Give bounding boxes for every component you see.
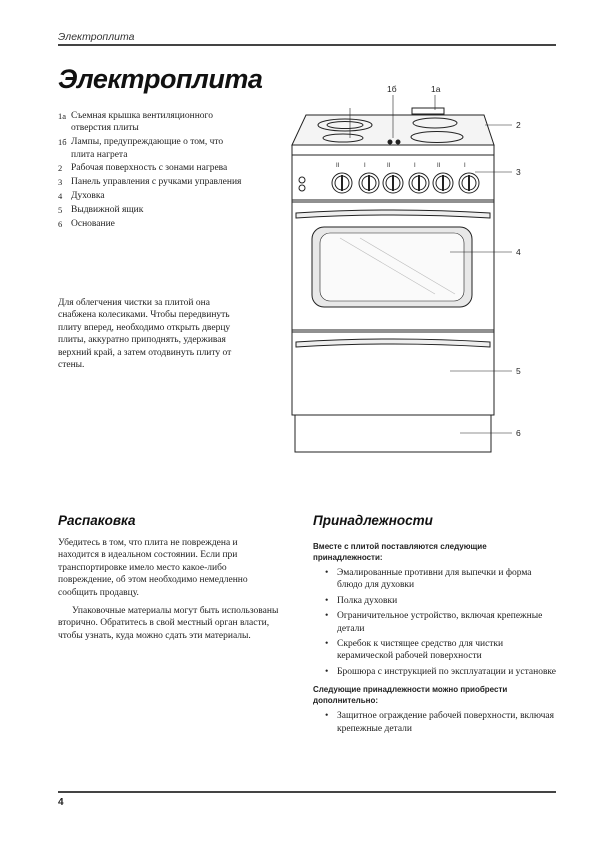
accessories-section xyxy=(313,541,557,741)
legend-text: Съемная крышка вентиляционного отверстия плиты xyxy=(71,111,213,134)
legend-item xyxy=(58,190,248,202)
knob xyxy=(433,173,453,193)
running-header: Электроплита xyxy=(58,31,135,43)
legend-item xyxy=(58,162,248,174)
legend-item xyxy=(58,136,248,161)
warning-lamp xyxy=(396,140,400,144)
stove-base xyxy=(295,415,491,452)
list-item: • Полка духовки xyxy=(313,595,557,607)
callout-1b: 1б xyxy=(387,84,397,94)
callout-1a: 1a xyxy=(431,84,441,94)
warning-lamp xyxy=(388,140,392,144)
callout-5: 5 xyxy=(516,366,521,376)
list-item: • Эмалированные противни для выпечки и форма блюдо для духовки xyxy=(313,567,557,592)
legend-text: Основание xyxy=(71,218,115,229)
knob-label: I xyxy=(414,163,416,169)
bottom-rule xyxy=(58,791,556,793)
legend-number: 1б xyxy=(58,137,67,148)
callout-3: 3 xyxy=(516,167,521,177)
legend-text: Рабочая поверхность с зонами нагрева xyxy=(71,163,228,174)
knob-label: I xyxy=(464,163,466,169)
legend-number: 5 xyxy=(58,204,63,215)
legend-item xyxy=(58,204,248,216)
knob-label: II xyxy=(437,163,441,169)
unpacking-section xyxy=(58,537,280,642)
knob-label: I xyxy=(364,163,366,169)
callout-4: 4 xyxy=(516,247,521,257)
legend-text: Лампы, предупреждающие о том, что плита нагрета xyxy=(71,137,224,160)
parts-legend xyxy=(58,110,248,231)
legend-text: Духовка xyxy=(71,191,105,201)
knob xyxy=(409,173,429,193)
optional-accessories-list xyxy=(313,710,557,735)
list-item: • Брошюра с инструкцией по эксплуатации и установке xyxy=(313,666,557,678)
page-title: Электроплита xyxy=(58,64,263,94)
legend-text: Выдвижной ящик xyxy=(71,204,144,215)
legend-item xyxy=(58,176,248,188)
included-accessories-list xyxy=(313,567,557,678)
knob-label: II xyxy=(387,163,391,169)
unpacking-paragraph: Убедитесь в том, что плита не повреждена и находится в идеальном состоянии. Если при транспортировке имело место какое-либо повреждение, об этом необходимо немедленно сообщить продавцу. xyxy=(58,538,248,598)
knob xyxy=(359,173,379,193)
callout-6: 6 xyxy=(516,428,521,438)
legend-number: 4 xyxy=(58,191,63,201)
stove-diagram xyxy=(280,80,540,460)
page-number: 4 xyxy=(58,797,64,808)
legend-item xyxy=(58,218,248,230)
list-item: • Ограничительное устройство, включая крепежные детали xyxy=(313,610,557,635)
unpacking-heading: Распаковка xyxy=(58,513,136,528)
list-item: • Скребок к чистящее средство для чистки керамической рабочей поверхности xyxy=(313,638,557,663)
legend-number: 3 xyxy=(58,177,63,188)
knob xyxy=(332,173,352,193)
legend-item xyxy=(58,110,248,135)
accessories-heading: Принадлежности xyxy=(313,513,433,528)
accessories-subheading: Вместе с плитой поставляются следующие принадлежности: xyxy=(313,542,487,562)
optional-accessories-subheading: Следующие принадлежности можно приобрести дополнительно: xyxy=(313,685,508,706)
legend-number: 1a xyxy=(58,111,67,121)
legend-number: 6 xyxy=(58,218,63,229)
callout-2: 2 xyxy=(516,120,521,130)
knob-label: II xyxy=(336,163,340,169)
list-item: • Защитное ограждение рабочей поверхности, включая крепежные детали xyxy=(313,710,557,735)
unpacking-paragraph: Упаковочные материалы могут быть использованы вторично. Обратитесь в свой местный орган власти, чтобы узнать, куда можно сдать эти материалы. xyxy=(58,606,279,641)
cleaning-note: Для облегчения чистки за плитой она снабжена колесиками. Чтобы передвинуть плиту вперед, необходимо открыть дверцу плиты, аккуратно приподнять, удерживая верхний край, а затем отодвинуть плиту от стены. xyxy=(58,298,232,371)
top-rule xyxy=(58,44,556,46)
legend-text: Панель управления с ручками управления xyxy=(71,177,242,188)
legend-number: 2 xyxy=(58,163,63,174)
knob xyxy=(459,173,479,193)
knob xyxy=(383,173,403,193)
